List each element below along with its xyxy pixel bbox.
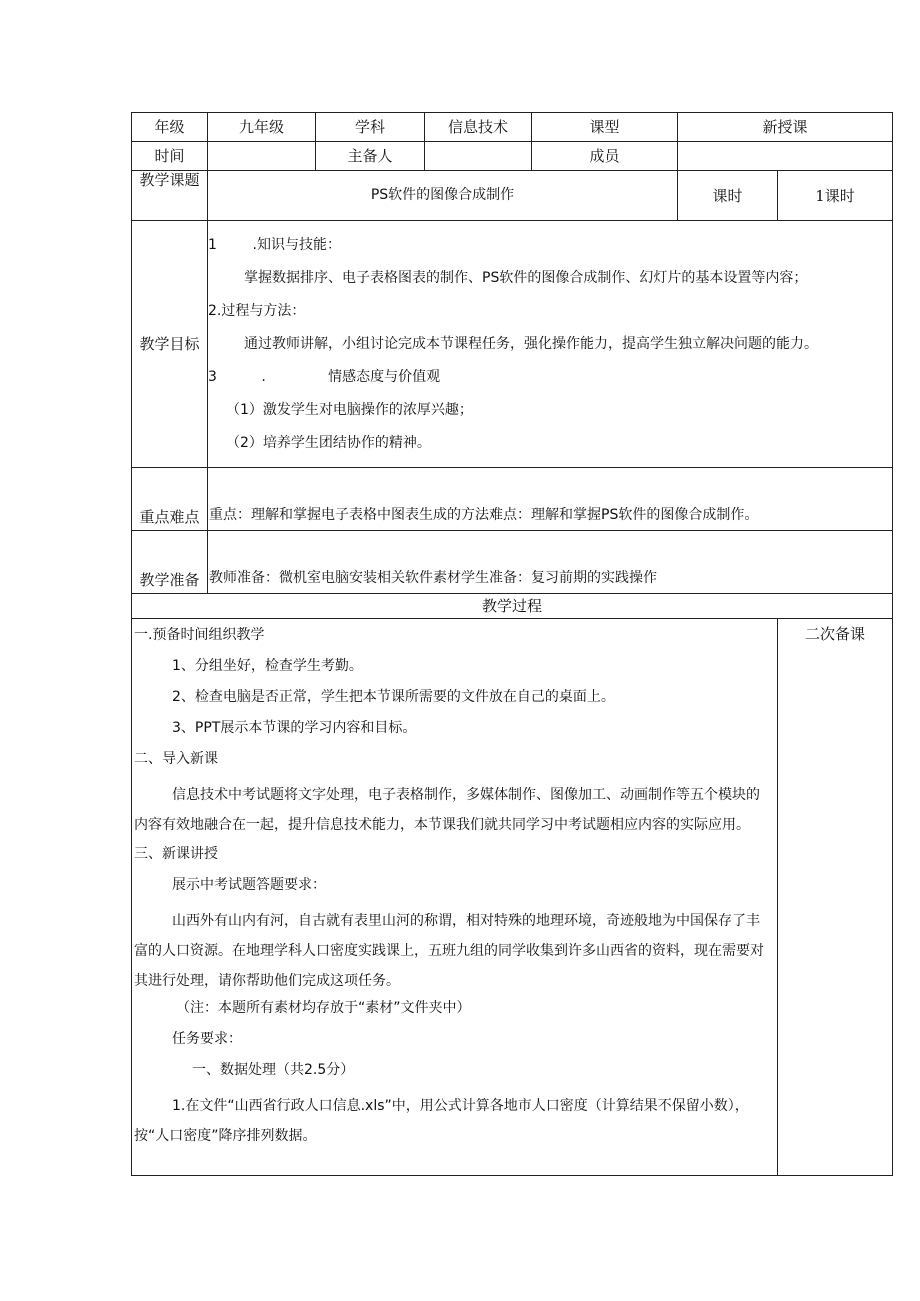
- section1-item: 3、PPT展示本节课的学习内容和目标。: [172, 720, 417, 736]
- objective-line: 2.过程与方法：: [208, 302, 306, 319]
- section1-title: 一.预备时间组织教学: [134, 627, 265, 643]
- section2-title: 二、导入新课: [134, 751, 218, 767]
- objectives-row: [132, 221, 893, 468]
- key-points-row: [132, 468, 893, 531]
- type-value: 新授课: [678, 113, 893, 142]
- section3-text: 山西外有山内有河，自古就有表里山河的称谓，相对特殊的地理环境，奇迹般地为中国保存了丰富的人口资源。在地理学科人口密度实践课上，五班九组的同学收集到许多山西省的资料，现在需要对其进行处理，请你帮助他们完成这项任务。: [134, 913, 764, 989]
- members-value: [678, 142, 893, 171]
- objectives-content: [208, 221, 893, 468]
- key-points-value: 重点：理解和掌握电子表格中图表生成的方法难点：理解和掌握PS软件的图像合成制作。: [208, 468, 893, 531]
- task1-item: 1.在文件“山西省行政人口信息.xls”中，用公式计算各地市人口密度（计算结果不保留小数），按“人口密度”降序排列数据。: [134, 1098, 749, 1144]
- subject-value: 信息技术: [425, 113, 532, 142]
- section2-text: 信息技术中考试题将文字处理，电子表格制作，多媒体制作、图像加工、动画制作等五个模块的内容有效地融合在一起，提升信息技术能力，本节课我们就共同学习中考试题相应内容的实际应用。: [134, 787, 760, 833]
- process-row: [132, 619, 893, 1176]
- objective-line: 通过教师讲解，小组讨论完成本节课程任务，强化操作能力，提高学生独立解决问题的能力。: [244, 335, 818, 352]
- key-points-label: 重点难点: [132, 468, 208, 531]
- objective-line: 1 .知识与技能：: [208, 236, 341, 253]
- process-content: [132, 619, 778, 1176]
- time-value: [208, 142, 316, 171]
- preparation-row: [132, 531, 893, 594]
- objectives-label: 教学目标: [132, 221, 208, 468]
- process-title: 教学过程: [132, 594, 893, 619]
- preparation-value: 教师准备：微机室电脑安装相关软件素材学生准备：复习前期的实践操作: [208, 531, 893, 594]
- topic-value: PS软件的图像合成制作: [208, 171, 678, 221]
- second-prep-label: 二次备课: [778, 619, 893, 1176]
- topic-row: [132, 171, 893, 221]
- members-label: 成员: [532, 142, 678, 171]
- task1-title: 一、数据处理（共2.5分）: [192, 1062, 355, 1078]
- hours-value: 1课时: [778, 171, 893, 221]
- topic-label: 教学课题: [132, 171, 208, 221]
- section1-item: 2、检查电脑是否正常，学生把本节课所需要的文件放在自己的桌面上。: [172, 689, 615, 705]
- objective-line: （2）培养学生团结协作的精神。: [226, 434, 431, 451]
- section3-intro: 展示中考试题答题要求：: [172, 877, 326, 893]
- subject-label: 学科: [316, 113, 425, 142]
- hours-label: 课时: [678, 171, 778, 221]
- section3-title: 三、新课讲授: [134, 846, 218, 862]
- header-row-1: [132, 113, 893, 142]
- process-title-row: [132, 594, 893, 619]
- grade-label: 年级: [132, 113, 208, 142]
- note-text: （注：本题所有素材均存放于“素材”文件夹中）: [176, 1000, 471, 1016]
- task-label: 任务要求：: [172, 1031, 242, 1047]
- preparer-label: 主备人: [316, 142, 425, 171]
- objective-line: 掌握数据排序、电子表格图表的制作、PS软件的图像合成制作、幻灯片的基本设置等内容；: [244, 269, 808, 286]
- time-label: 时间: [132, 142, 208, 171]
- objective-line: （1）激发学生对电脑操作的浓厚兴趣；: [226, 401, 473, 418]
- preparation-label: 教学准备: [132, 531, 208, 594]
- objective-line: 3 . 情感态度与价值观: [208, 368, 441, 385]
- preparer-value: [425, 142, 532, 171]
- header-row-2: [132, 142, 893, 171]
- section1-item: 1、分组坐好，检查学生考勤。: [172, 658, 363, 674]
- lesson-plan-table: [131, 112, 893, 1176]
- grade-value: 九年级: [208, 113, 316, 142]
- type-label: 课型: [532, 113, 678, 142]
